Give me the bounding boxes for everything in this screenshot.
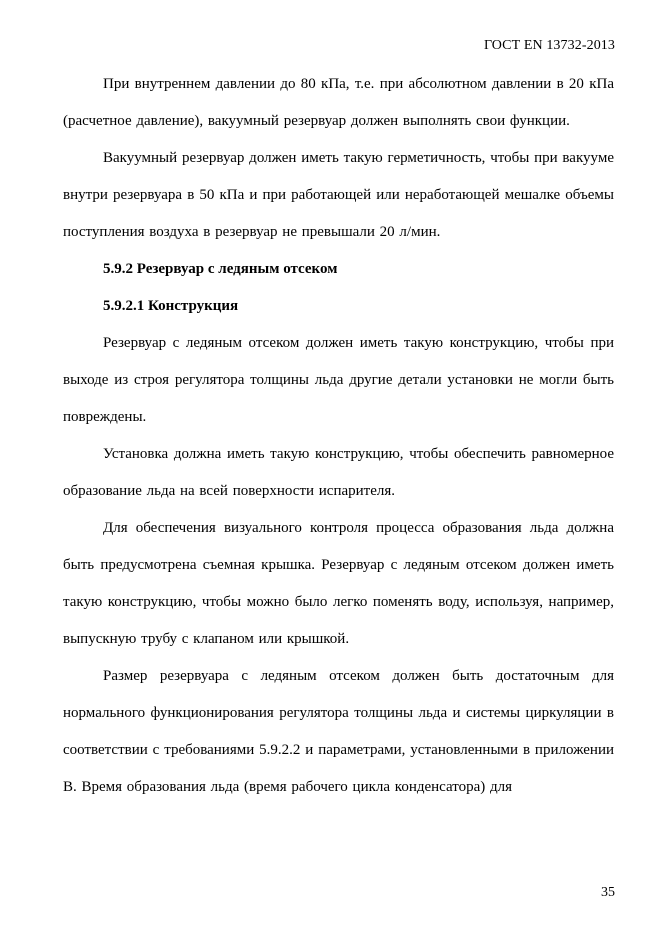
- paragraph-uniform-ice-formation: Установка должна иметь такую конструкцию, чтобы обеспечить равномерное образование льда на всей поверхности испарителя.: [63, 446, 614, 499]
- paragraph-vacuum-tightness: Вакуумный резервуар должен иметь такую герметичность, чтобы при вакууме внутри резервуара в 50 кПа и при работающей или неработающей мешалке объемы поступления воздуха в резервуар не превышали 20 л/мин.: [63, 150, 614, 240]
- paragraph-visual-control-cover: Для обеспечения визуального контроля процесса образования льда должна быть предусмотрена съемная крышка. Резервуар с ледяным отсеком должен иметь такую конструкцию, чтобы можно было легко поменять воду, используя, например, выпускную трубу с клапаном или крышкой.: [63, 520, 614, 647]
- document-body: [63, 66, 614, 806]
- subsection-heading-construction: 5.9.2.1 Конструкция: [103, 298, 239, 314]
- paragraph-tank-size: Размер резервуара с ледяным отсеком должен быть достаточным для нормального функционирования регулятора толщины льда и системы циркуляции в соответствии с требованиями 5.9.2.2 и параметрами, установленными в приложении В. Время образования льда (время рабочего цикла конденсатора) для: [63, 668, 614, 795]
- section-heading-ice-bank-tank: 5.9.2 Резервуар с ледяным отсеком: [103, 261, 338, 277]
- document-code-header: ГОСТ EN 13732-2013: [483, 38, 615, 53]
- page-number: 35: [601, 885, 615, 900]
- paragraph-ice-regulator-failure: Резервуар с ледяным отсеком должен иметь такую конструкцию, чтобы при выходе из строя регулятора толщины льда другие детали установки не могли быть повреждены.: [63, 335, 614, 425]
- paragraph-vacuum-pressure: При внутреннем давлении до 80 кПа, т.е. при абсолютном давлении в 20 кПа (расчетное давление), вакуумный резервуар должен выполнять свои функции.: [63, 76, 614, 129]
